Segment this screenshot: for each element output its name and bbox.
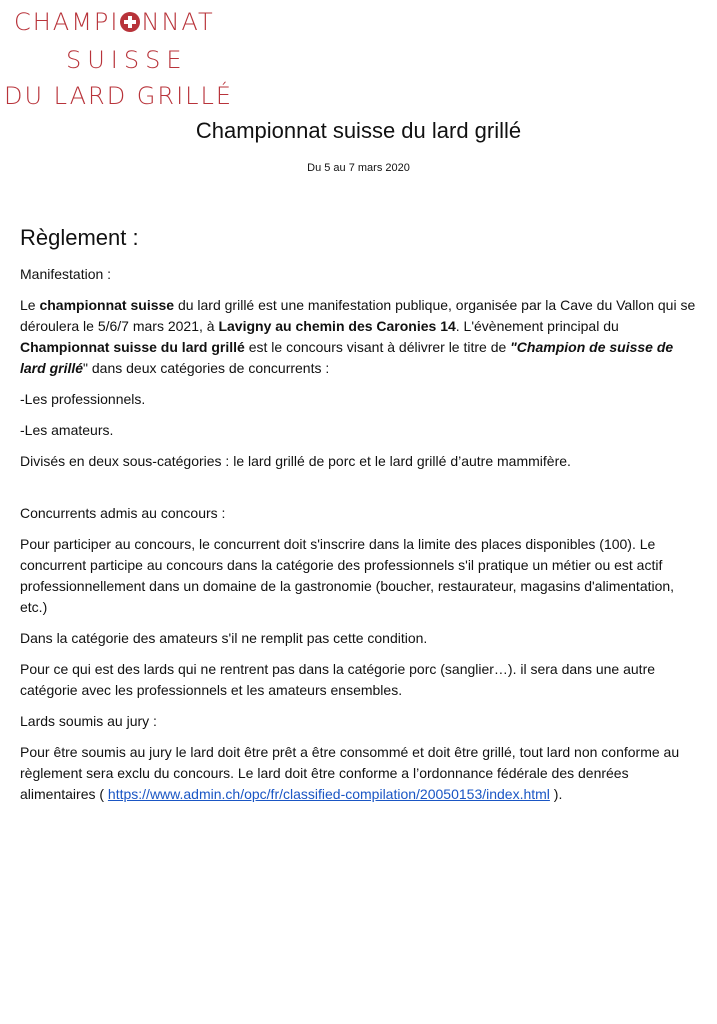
amateurs-condition-paragraph: Dans la catégorie des amateurs s'il ne remplit pas cette condition. — [20, 630, 428, 646]
manifestation-label: Manifestation : — [20, 266, 112, 282]
swiss-cross-icon — [120, 12, 140, 32]
logo-text-part1: CHAMPI — [14, 8, 120, 36]
logo-line-lard-grille: DU LARD GRILLÉ — [4, 82, 234, 110]
intro-bold-event-name: Championnat suisse du lard grillé — [20, 339, 245, 355]
intro-text: est le concours visant à délivrer le titre de — [244, 339, 511, 355]
intro-title-champion: "Champion de suisse de lard grillé — [20, 339, 674, 376]
manifestation-paragraph — [20, 295, 700, 379]
intro-bold-championnat: championnat suisse — [39, 297, 175, 313]
logo-line-suisse: SUISSE — [66, 46, 188, 74]
intro-text: . L'évènement principal du — [455, 318, 619, 334]
intro-text: " dans deux catégories de concurrents : — [83, 360, 330, 376]
intro-text: Le — [20, 297, 40, 313]
ordinance-link[interactable]: https://www.admin.ch/opc/fr/classified-compilation/20050153/index.html — [107, 786, 550, 802]
intro-bold-location: Lavigny au chemin des Caronies 14 — [218, 318, 456, 334]
subcategories-paragraph: Divisés en deux sous-catégories : le lard grillé de porc et le lard grillé d’autre mammifère. — [20, 453, 571, 469]
logo-text-part2: NNAT — [141, 8, 215, 36]
logo-line-championnat — [14, 10, 215, 34]
section-spacer — [20, 482, 700, 503]
jury-paragraph — [20, 742, 700, 805]
jury-label: Lards soumis au jury : — [20, 713, 157, 729]
category-professionals: -Les professionnels. — [20, 391, 146, 407]
category-amateurs: -Les amateurs. — [20, 422, 114, 438]
participation-paragraph: Pour participer au concours, le concurrent doit s'inscrire dans la limite des places disponibles (100). Le concurrent participe au concours dans la catégorie des professionnels s'il pratique un métier ou est actif professionnellement dans un domaine de la gastronomie (boucher, restaurateur, magasins d'alimentation, etc.) — [20, 536, 675, 615]
rules-content — [20, 224, 700, 815]
intro-text: du lard grillé est une manifestation publique, organisée par la Cave du Vallon qui se déroulera le 5/6/7 mars 2021, à — [20, 297, 696, 334]
reglement-heading: Règlement : — [20, 225, 139, 250]
jury-text-end: ). — [549, 786, 563, 802]
concurrents-label: Concurrents admis au concours : — [20, 505, 226, 521]
document-title: Championnat suisse du lard grillé — [195, 118, 522, 143]
other-lards-paragraph: Pour ce qui est des lards qui ne rentrent pas dans la catégorie porc (sanglier…). il sera dans une autre catégorie avec les professionnels et les amateurs ensembles. — [20, 661, 656, 698]
event-dates: Du 5 au 7 mars 2020 — [307, 162, 410, 174]
jury-text: Pour être soumis au jury le lard doit être prêt a être consommé et doit être grillé, tout lard non conforme au règlement sera exclu du concours. Le lard doit être conforme a l’ordonnance fédérale des denrées alimentaires ( — [20, 744, 680, 802]
